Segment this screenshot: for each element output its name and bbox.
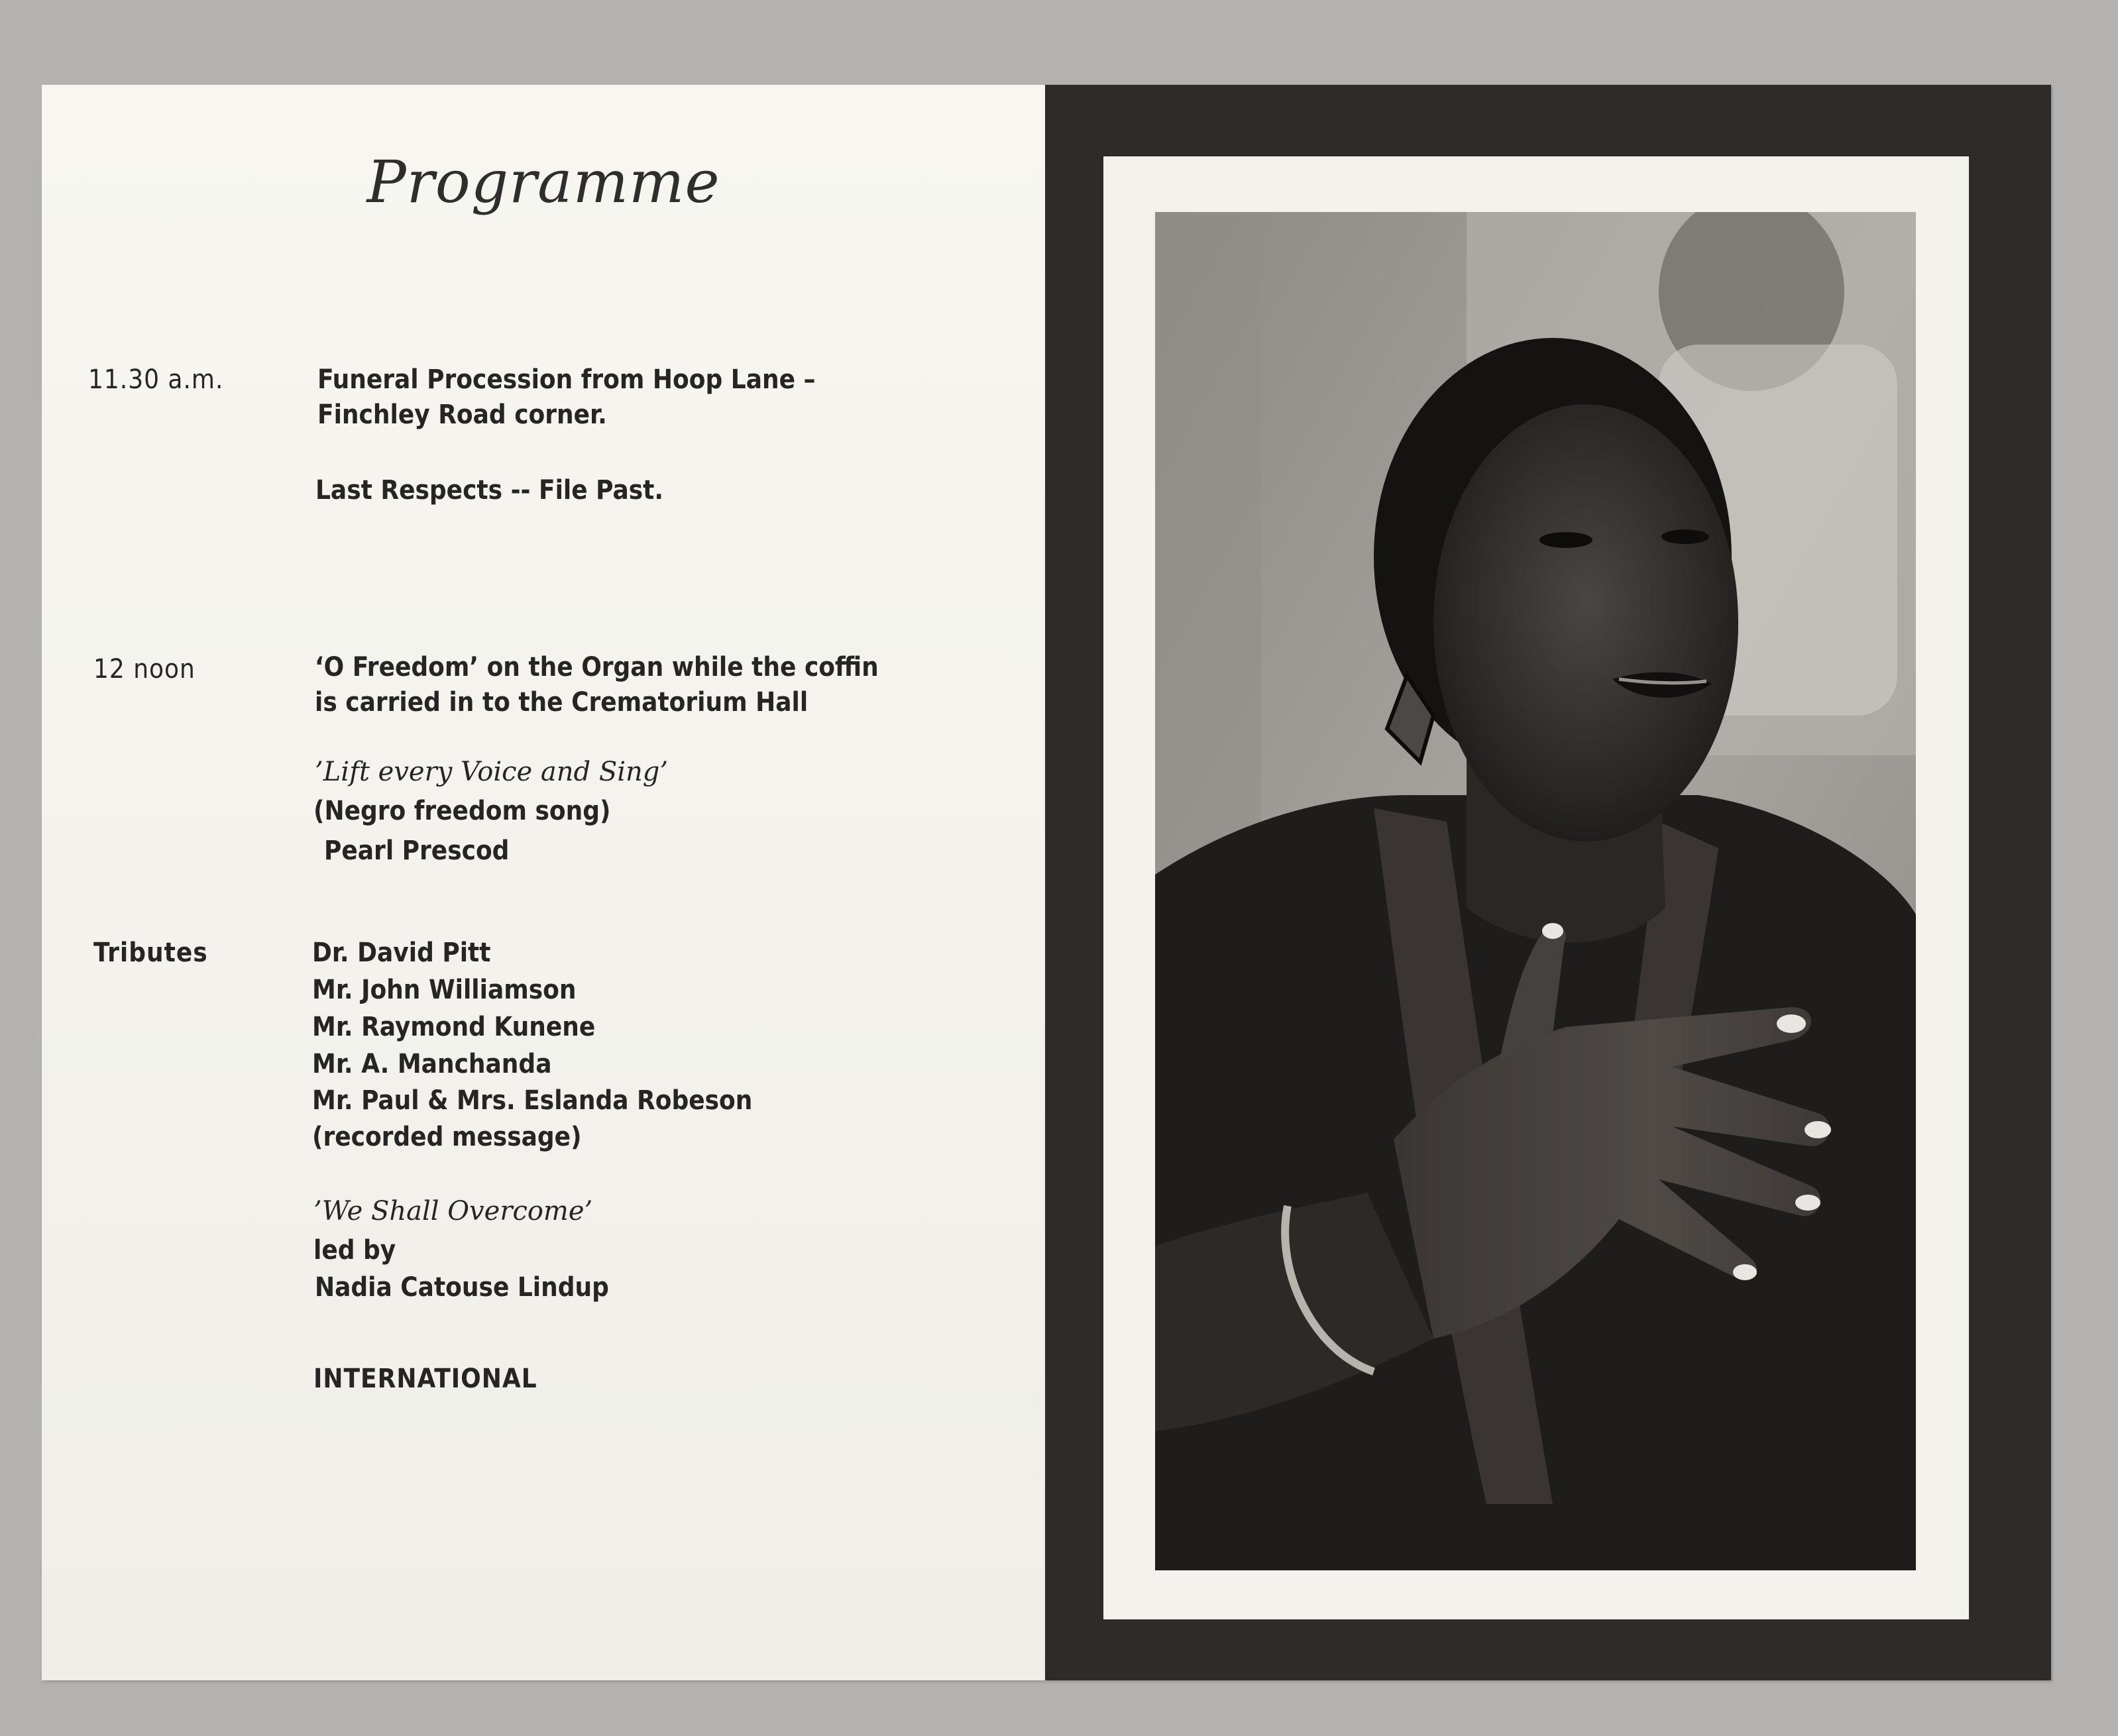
programme-entry: Nadia Catouse Lindup <box>315 1272 609 1303</box>
song-title: ’We Shall Overcome’ <box>313 1196 593 1226</box>
portrait-image <box>1155 212 1916 1570</box>
programme-entry: led by <box>313 1235 396 1266</box>
cover-page <box>1045 85 2051 1680</box>
photo-border <box>1103 156 1969 1619</box>
tribute-speaker: Mr. John Williamson <box>312 975 577 1005</box>
tribute-speaker: Dr. David Pitt <box>312 938 491 968</box>
programme-page <box>42 85 1045 1680</box>
portrait-photo <box>1155 212 1916 1570</box>
tribute-speaker: Mr. A. Manchanda <box>312 1049 552 1079</box>
time-label: 11.30 a.m. <box>88 364 224 395</box>
programme-entry: Last Respects -- File Past. <box>315 475 664 506</box>
programme-entry: (recorded message) <box>312 1122 582 1152</box>
programme-title: Programme <box>366 148 720 216</box>
song-title: ’Lift every Voice and Sing’ <box>315 757 669 787</box>
programme-entry: Pearl Prescod <box>324 836 510 866</box>
programme-entry: INTERNATIONAL <box>313 1364 537 1394</box>
tribute-speaker: Mr. Raymond Kunene <box>312 1012 596 1042</box>
time-label: 12 noon <box>93 654 195 684</box>
programme-entry: (Negro freedom song) <box>313 796 611 826</box>
programme-entry: Finchley Road corner. <box>317 400 607 430</box>
time-label: Tributes <box>93 938 208 968</box>
programme-entry: Funeral Procession from Hoop Lane – <box>317 364 816 395</box>
programme-entry: ‘O Freedom’ on the Organ while the coffin <box>315 652 879 682</box>
programme-entry: is carried in to the Crematorium Hall <box>315 687 808 718</box>
tribute-speaker: Mr. Paul & Mrs. Eslanda Robeson <box>312 1085 753 1116</box>
